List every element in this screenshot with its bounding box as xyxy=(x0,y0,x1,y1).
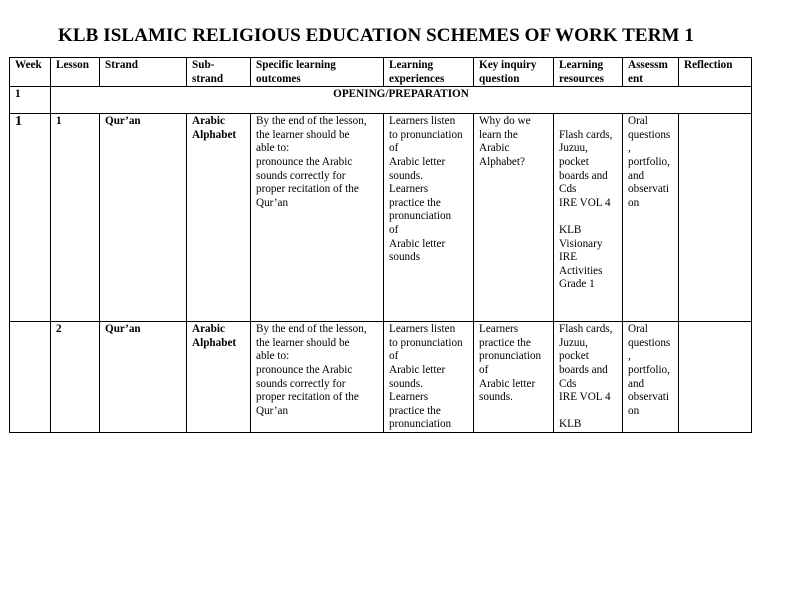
inquiry-cell: Learners practice the pronunciation of Arabic letter sounds. xyxy=(474,322,554,433)
header-substrand: Sub- strand xyxy=(187,58,251,87)
lesson-cell: 1 xyxy=(51,114,100,322)
opening-row xyxy=(10,87,752,114)
table-row xyxy=(10,114,752,322)
header-assessment: Assessm ent xyxy=(623,58,679,87)
week-cell xyxy=(10,322,51,433)
substrand-cell: Arabic Alphabet xyxy=(187,114,251,322)
header-lesson: Lesson xyxy=(51,58,100,87)
strand-cell: Qur’an xyxy=(100,322,187,433)
lesson-cell: 2 xyxy=(51,322,100,433)
outcomes-cell: By the end of the lesson, the learner should be able to: pronounce the Arabic sounds correctly for proper recitation of the Qur’an xyxy=(251,114,384,322)
header-experiences: Learning experiences xyxy=(384,58,474,87)
header-resources: Learning resources xyxy=(554,58,623,87)
experiences-cell: Learners listen to pronunciation of Arabic letter sounds. Learners practice the pronunciation of Arabic letter sounds xyxy=(384,114,474,322)
header-week: Week xyxy=(10,58,51,87)
header-outcomes: Specific learning outcomes xyxy=(251,58,384,87)
header-row xyxy=(10,58,752,87)
week-cell: 1 xyxy=(10,114,51,322)
table-row xyxy=(10,322,752,433)
resources-cell: Flash cards, Juzuu, pocket boards and Cds IRE VOL 4 KLB xyxy=(554,322,623,433)
assessment-cell: Oral questions , portfolio, and observati on xyxy=(623,322,679,433)
substrand-cell: Arabic Alphabet xyxy=(187,322,251,433)
header-reflection: Reflection xyxy=(679,58,752,87)
resources-cell: Flash cards, Juzuu, pocket boards and Cds IRE VOL 4 KLB Visionary IRE Activities Grade 1 xyxy=(554,114,623,322)
reflection-cell xyxy=(679,114,752,322)
outcomes-cell: By the end of the lesson, the learner should be able to: pronounce the Arabic sounds correctly for proper recitation of the Qur’an xyxy=(251,322,384,433)
scheme-of-work-table xyxy=(9,57,752,433)
opening-week-cell: 1 xyxy=(10,87,51,114)
header-strand: Strand xyxy=(100,58,187,87)
opening-preparation-cell: OPENING/PREPARATION xyxy=(51,87,752,114)
assessment-cell: Oral questions , portfolio, and observati on xyxy=(623,114,679,322)
strand-cell: Qur’an xyxy=(100,114,187,322)
reflection-cell xyxy=(679,322,752,433)
header-inquiry: Key inquiry question xyxy=(474,58,554,87)
document-title: KLB ISLAMIC RELIGIOUS EDUCATION SCHEMES OF WORK TERM 1 xyxy=(57,25,695,46)
experiences-cell: Learners listen to pronunciation of Arabic letter sounds. Learners practice the pronunciation xyxy=(384,322,474,433)
inquiry-cell: Why do we learn the Arabic Alphabet? xyxy=(474,114,554,322)
